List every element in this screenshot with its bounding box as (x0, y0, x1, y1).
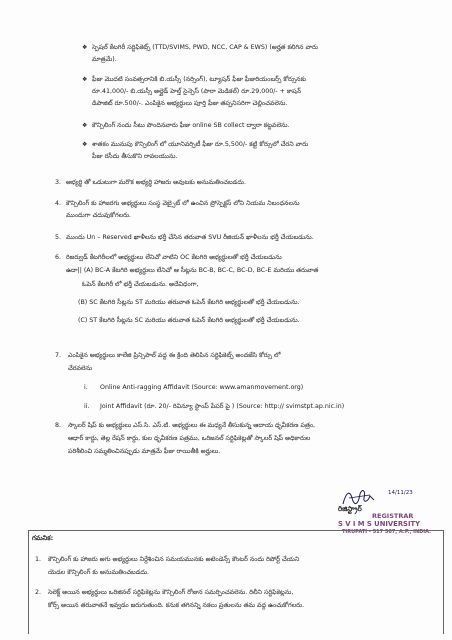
item-8-line3: పరిశీలించి సమ్మతించినప్పుడు మాత్రమే ఫీజు రాయితీకి అర్హులు. (68, 448, 221, 455)
item-5-text: ముందు Un – Reserved ఖాళీలను భర్తీ చేసిన తరువాత SVU రీజియన్ ఖాళీలను భర్తీ చేయబడును. (66, 234, 314, 241)
notes-divider (28, 530, 444, 531)
bullet-online-payment: ❖ కౌన్సిలింగ్ నందు సీటు పొందినవారు ఫీజు online SB collect ద్వారా కట్టవలెను. (92, 122, 290, 130)
stamp-place: TIRUPATI - 517 507, A.P., INDIA. (342, 529, 432, 535)
item-6-line2: ఉదా|| (A) BC-A కేటగిరి అభ్యర్థులు లేనిచో ఆ సీట్లను BC-B, BC-C, BC-D, BC-E మరియు తరువాత (66, 267, 319, 274)
item-7-line2: చేరవలెను (68, 365, 93, 372)
subitem-i-number: i. (84, 384, 88, 391)
item-3-text: అభ్యర్థి తో ఒడుటుగా మరొక అభ్యర్థి హాజరు అవుటకు అనుమతించబడదు. (66, 179, 246, 186)
notes-label: గమనిక: (32, 534, 54, 542)
item-4-line2: ముందుగా చదువుకోగలరు. (66, 212, 132, 219)
registrar-label: రిజిస్ట్రార్ (338, 505, 362, 513)
bullet-special-category-line1: ❖ స్పెషల్ కేటగిరీ సర్టిఫికెట్స్ (TTD/SVIMS, PWD, NCC, CAP & EWS) (అర్హత కలిగిన వారు (92, 44, 318, 52)
item-7-line1: ఎంపికైన అభ్యర్థులు కాలేజి ప్రిన్సిపాల్ వద్ద ఈ క్రింది తెలిపిన సర్టిఫికెట్స్ అందజేసి కోర్సు లో (68, 352, 281, 359)
item-4-number: 4. (55, 200, 62, 207)
signature-date: 14/11/23 (388, 490, 413, 496)
item-8-number: 8. (55, 422, 62, 429)
bullet-previous-counselling-line2: పీజు రసీదు తీసుకొని రావలయును. (92, 153, 178, 160)
note-2-line2: కోర్స్ అయిన తరువాతనే ఇవ్వడం జరుగుతుంది. కనుక తగినన్ని నకలు ప్రతులను తమ వద్ద ఉంచుకోగలరు. (48, 602, 305, 609)
stamp-organization: S V I M S UNIVERSITY (338, 520, 421, 528)
item-6-number: 6. (55, 254, 62, 261)
bullet-special-category-line2: మాత్రమే). (92, 56, 117, 63)
subitem-ii-text: Joint Affidavit (రూ. 20/- రివిన్యూ స్టాంప్ పేపర్ పై ) (Source: http:// svimstpt.ap.nic.in) (100, 403, 345, 410)
item-7-number: 7. (55, 352, 62, 359)
stamp-title: REGISTRAR (372, 512, 414, 520)
bullet-fee-line2: రూ.41,000/- బి.యస్సీ అల్లైడ్ హెల్త్ సైన్సెస్ (పారా మెడికల్) రూ.29,000/- + కాషన్ (92, 88, 302, 95)
item-6-line3: ఓపెన్ కేటగిరీ లో భర్తీ చేయబడును. అదేవిధంగా, (82, 281, 199, 288)
note-2-number: 2. (35, 589, 42, 596)
subitem-i-text: Online Anti-ragging Affidavit (Source: www.amanmovement.org) (100, 384, 304, 391)
note-1-line1: కౌన్సిలింగ్ కు హాజరు అగు అభ్యర్థులు నిర్దేశించిన సమయమునకు అటెండెన్స్ కౌంటర్ నందు రిపోర్ట్ చేయని (48, 556, 300, 563)
item-4-line1: కౌన్సిలింగ్ కు హాజరగు అభ్యర్థులు సంస్థ వెబ్సైట్ లో ఉంచిన ప్రోస్పెక్టస్ లోని నియమ నిబంధనలను (66, 200, 300, 207)
item-6-line1: రిజర్వుడ్ కేటగిరీలలో అభ్యర్థులు లేనిచో వాటిని OC కేటగిరి అభ్యర్ధులతో భర్తీ చేయబడును (66, 254, 282, 261)
note-1-line2: యెడల కౌన్సిలింగ్ కు అనుమతించబడదు. (48, 569, 150, 576)
subitem-ii-number: ii. (84, 403, 90, 410)
bullet-fee-line3: డిపాజిట్ రూ.500/-. ఎంపికైన అభ్యర్ధులు పూర్తి ఫీజు తప్పనిసరిగా చెల్లించవలెను. (92, 100, 288, 107)
item-3-number: 3. (55, 179, 62, 186)
item-6-line4: (B) SC కేటగిరి సీట్లను ST మరియు తరువాత ఓపెన్ కేటగిరి అభ్యర్థులతో భర్తీ చేయబడును. (78, 299, 300, 306)
item-6-line5: (C) ST కేటగిరి సీట్లను SC మరియు తరువాత ఓపెన్ కేటగిరి అభ్యర్థులతో భర్తీ చేయబడును. (78, 317, 300, 324)
item-8-line1: స్కాలర్ షిప్ కు అభ్యర్థులు ఎస్.సి. ఎస్.టి. అభ్యర్థులు ఈ మధ్యనే తీసుకున్న ఆదాయ ధృవీకరణ పత్రం, (68, 422, 316, 429)
bullet-fee-line1: ❖ ఫీజు మొదటి సంవత్సరానికి బి.యస్సీ (నర్సింగ్), ట్యూషన్ ఫీజు ఫీజురియంబర్స్ కోర్సునకు (92, 76, 306, 84)
item-5-number: 5. (55, 234, 62, 241)
notes-border-left (28, 530, 29, 634)
item-8-line2: ఆధార్ కార్డు, తెల్ల రేషన్ కార్డు, కుల ధృవీకరణ పత్రము, ఒరిజనల్ సర్టిఫికెట్లతో స్కాలర్ షిప్ అధికారుల (68, 435, 311, 442)
bullet-previous-counselling-line1: ❖ శాతకం మునుపు కౌన్సిలింగ్ లో యూనివర్సిటీ ఫీజు రూ.5,500/- కట్టి కోర్సులో చేరని వారు (92, 141, 308, 149)
note-2-line1: సెలెక్ట్ అయిన అభ్యర్థులు ఒరిజినల్ సర్టిఫికెట్లను కౌన్సిలింగ్ రోజున సమర్పించవలెను. రిలీని సర్టిఫికెట్లను, (48, 589, 294, 596)
notes-border-right (443, 530, 444, 634)
note-1-number: 1. (35, 556, 42, 563)
